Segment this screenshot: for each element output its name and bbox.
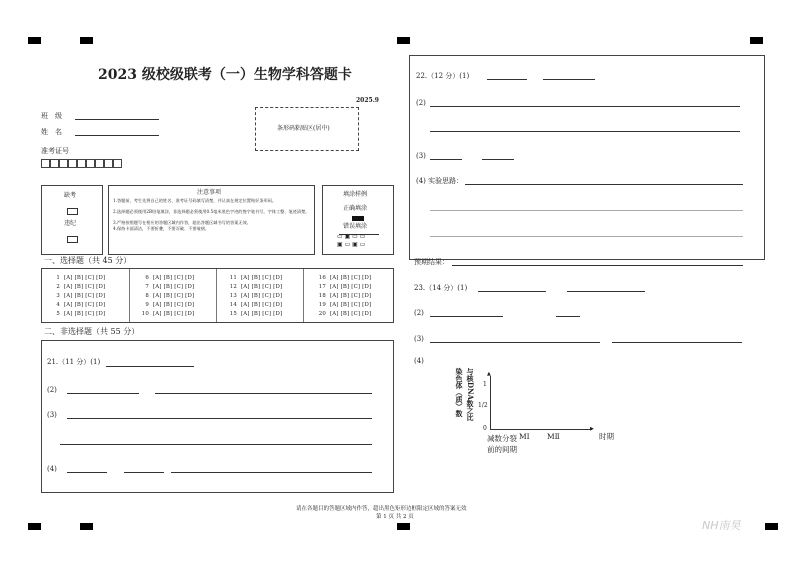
mc-option-bubbles[interactable]: [A] [B] [C] [D] [241, 293, 283, 299]
q23-p3: (3) [414, 335, 424, 343]
correct-fill-sample [352, 216, 364, 221]
q22-p4: (4) 实验思路： [416, 177, 464, 185]
q22-p2: (2) [416, 99, 426, 107]
graph-ylabel: 染色体（质）数 与核DNA数之比 [455, 368, 475, 421]
violation-checkbox[interactable] [67, 236, 78, 243]
graph-ytick: 1/2 [478, 402, 488, 409]
graph-x-axis [490, 429, 592, 430]
registration-mark [28, 523, 41, 530]
fill-example-box: 填涂样例 正确填涂 错误填涂 ▭ ▣ ▭ ▭ ▣ ▭ ▣ ▭ [322, 185, 394, 255]
q22-line[interactable] [430, 131, 740, 132]
registration-mark [397, 37, 410, 44]
mc-question-number: 19 [318, 302, 326, 308]
mc-question-number: 14 [229, 302, 237, 308]
mc-question-number: 3 [56, 293, 60, 299]
q21-p2: (2) [47, 386, 57, 394]
wrong-fill-samples: ▣ ▭ ▣ ▭ [337, 241, 366, 248]
mc-option-bubbles[interactable]: [A] [B] [C] [D] [64, 311, 106, 317]
page-number: 第 1 页 共 2 页 [376, 514, 414, 520]
mc-option-bubbles[interactable]: [A] [B] [C] [D] [153, 284, 195, 290]
q22-line[interactable] [482, 159, 514, 160]
class-field[interactable] [75, 119, 159, 120]
q22-line[interactable] [487, 79, 527, 80]
footer-note: 请在各题目的答题区域内作答，超出黑色矩形边框限定区域的答案无效 [296, 506, 467, 512]
q21-line[interactable] [67, 418, 372, 419]
mc-question-number: 13 [229, 293, 237, 299]
mc-question-number: 18 [318, 293, 326, 299]
q22-line[interactable] [430, 159, 462, 160]
q22-p3: (3) [416, 152, 426, 160]
watermark-logo: NH南昊 [702, 519, 741, 532]
mc-option-bubbles[interactable]: [A] [B] [C] [D] [241, 284, 283, 290]
q21-line[interactable] [171, 472, 372, 473]
mc-question-number: 20 [318, 311, 326, 317]
mc-option-bubbles[interactable]: [A] [B] [C] [D] [330, 293, 372, 299]
q21-line[interactable] [155, 393, 372, 394]
q21-p4: (4) [47, 465, 57, 473]
mc-question-number: 8 [145, 293, 149, 299]
mc-question-number: 11 [229, 275, 237, 281]
mc-option-bubbles[interactable]: [A] [B] [C] [D] [64, 275, 106, 281]
section2-title: 二、非选择题（共 55 分） [44, 327, 140, 336]
q22-line[interactable] [543, 79, 595, 80]
mc-option-bubbles[interactable]: [A] [B] [C] [D] [330, 275, 372, 281]
mc-option-bubbles[interactable]: [A] [B] [C] [D] [330, 284, 372, 290]
q23-head: 23.（14 分）(1) [414, 284, 468, 292]
q22-result: 预期结果： [414, 258, 449, 266]
name-field[interactable] [75, 135, 159, 136]
mc-question-number: 12 [229, 284, 237, 290]
q23-p4: (4) [414, 357, 424, 365]
q21-line[interactable] [106, 366, 194, 367]
class-label: 班 级 [41, 112, 62, 120]
q21-head: 21.（11 分）(1) [47, 358, 101, 366]
graph-xlabel-period: 时期 [599, 432, 614, 441]
mc-option-bubbles[interactable]: [A] [B] [C] [D] [330, 302, 372, 308]
registration-mark [28, 37, 41, 44]
q23-line[interactable] [430, 316, 503, 317]
q23-line[interactable] [478, 291, 546, 292]
mc-question-number: 10 [141, 311, 149, 317]
graph-xlabel-interphase: 减数分裂前的间期 [487, 434, 517, 454]
mc-question-number: 9 [145, 302, 149, 308]
exam-id-grid[interactable] [41, 159, 131, 169]
mc-option-bubbles[interactable]: [A] [B] [C] [D] [64, 302, 106, 308]
mc-option-bubbles[interactable]: [A] [B] [C] [D] [241, 311, 283, 317]
mc-option-bubbles[interactable]: [A] [B] [C] [D] [241, 302, 283, 308]
q23-line[interactable] [556, 316, 580, 317]
barcode-area: 条形码粘贴区(居中) [255, 107, 359, 151]
page-title: 2023 级校级联考（一）生物学科答题卡 [98, 67, 352, 83]
q22-answer-box [409, 55, 765, 260]
q22-line[interactable] [465, 184, 743, 185]
mc-question-number: 2 [56, 284, 60, 290]
q21-line[interactable] [67, 472, 107, 473]
graph-xlabel-m1: MⅠ [519, 432, 530, 441]
notice-box: 注意事项 1.答题前，考生先将自己的姓名、准考证号码填写清楚，并认真在规定位置贴好条形码。 2.选择题必须使用2B铅笔填涂，非选择题必须使用0.5毫米黑色字迹的签字笔书写，字体工整、笔迹清楚。 3.严格按照题号在相应的答题区域内作答，超出答题区域书写的答案无效。 4.保持卡面清洁，不要折叠，不要弄破、不要皱褶。 [108, 185, 315, 255]
q22-line[interactable] [430, 236, 743, 237]
registration-mark [750, 37, 763, 44]
mc-question-number: 17 [318, 284, 326, 290]
mc-question-number: 15 [229, 311, 237, 317]
q23-line[interactable] [567, 291, 645, 292]
q22-result-line[interactable] [452, 265, 743, 266]
graph-y-axis [490, 376, 491, 429]
registration-mark [80, 523, 93, 530]
absent-checkbox[interactable] [67, 208, 78, 215]
name-label: 姓 名 [41, 128, 62, 136]
absent-box: 缺考 违纪 [41, 185, 103, 255]
q23-line[interactable] [612, 342, 742, 343]
exam-date: 2025.9 [356, 97, 379, 104]
mc-option-bubbles[interactable]: [A] [B] [C] [D] [153, 275, 195, 281]
mc-question-number: 16 [318, 275, 326, 281]
mc-question-number: 5 [56, 311, 60, 317]
registration-mark [80, 37, 93, 44]
mc-option-bubbles[interactable]: [A] [B] [C] [D] [153, 311, 195, 317]
mc-question-number: 6 [145, 275, 149, 281]
mc-option-bubbles[interactable]: [A] [B] [C] [D] [64, 284, 106, 290]
q21-line[interactable] [124, 472, 164, 473]
mc-question-number: 4 [56, 302, 60, 308]
q22-line[interactable] [430, 106, 740, 107]
registration-mark [397, 523, 410, 530]
section1-title: 一、选择题（共 45 分） [44, 256, 132, 265]
mc-question-number: 1 [56, 275, 60, 281]
wrong-fill-samples: ▭ ▣ ▭ ▭ [337, 233, 366, 240]
graph-ytick: 1 [483, 381, 487, 388]
registration-mark [765, 523, 778, 530]
notice-title: 注意事项 [197, 189, 222, 196]
graph-xlabel-m2: MⅡ [547, 432, 560, 441]
mc-option-bubbles[interactable]: [A] [B] [C] [D] [153, 302, 195, 308]
mc-option-bubbles[interactable]: [A] [B] [C] [D] [153, 293, 195, 299]
exam-id-label: 准考证号 [41, 147, 69, 155]
mc-option-bubbles[interactable]: [A] [B] [C] [D] [64, 293, 106, 299]
q21-line[interactable] [60, 444, 372, 445]
q22-line[interactable] [430, 210, 743, 211]
q22-head: 22.（12 分）(1) [416, 72, 470, 80]
mc-option-bubbles[interactable]: [A] [B] [C] [D] [241, 275, 283, 281]
q21-line[interactable] [67, 393, 139, 394]
mc-question-number: 7 [145, 284, 149, 290]
mc-option-bubbles[interactable]: [A] [B] [C] [D] [330, 311, 372, 317]
q21-p3: (3) [47, 411, 57, 419]
q23-line[interactable] [430, 342, 600, 343]
graph-ytick: 0 [483, 425, 487, 432]
q23-p2: (2) [414, 309, 424, 317]
